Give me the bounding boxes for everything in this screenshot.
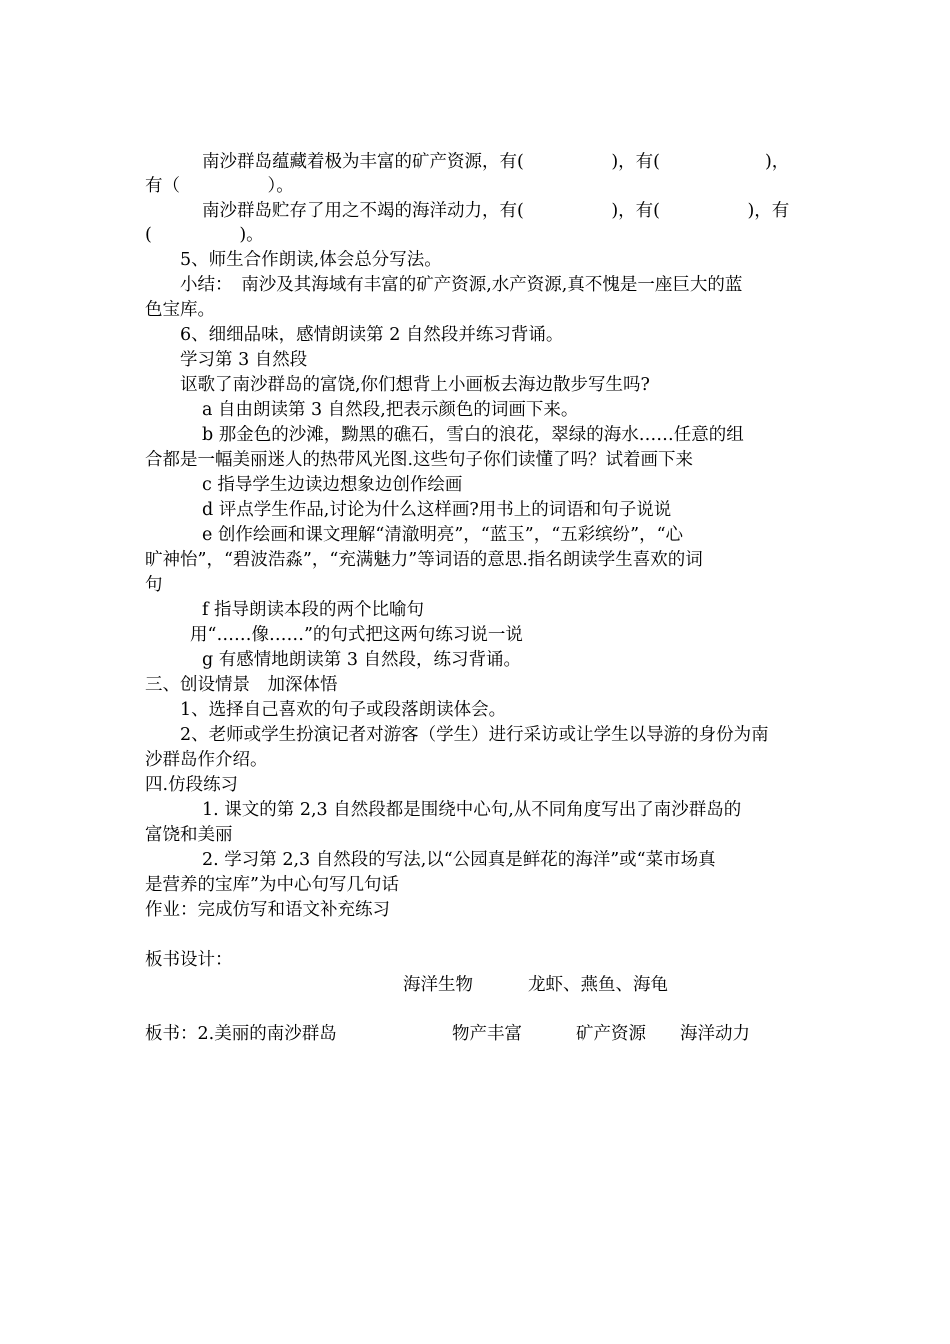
text-line: d 评点学生作品,讨论为什么这样画?用书上的词语和句子说说: [202, 500, 672, 520]
text-line: e 创作绘画和课文理解“清澈明亮”，“蓝玉”，“五彩缤纷”，“心: [202, 525, 684, 545]
board-cell-marine-life: 海洋生物: [403, 975, 473, 995]
text-line: 沙群岛作介绍。: [145, 750, 268, 770]
text-line: 南沙群岛蕴藏着极为丰富的矿产资源，有( )，有( )，: [202, 152, 790, 172]
text-line: 5、师生合作朗读,体会总分写法。: [180, 250, 442, 270]
text-line: f 指导朗读本段的两个比喻句: [202, 600, 425, 620]
text-line: 是营养的宝库”为中心句写几句话: [145, 875, 399, 895]
text-line: c 指导学生边读边想象边创作绘画: [202, 475, 463, 495]
text-line: 南沙群岛贮存了用之不竭的海洋动力，有( )，有( )，有: [202, 201, 790, 221]
text-line: 小结： 南沙及其海域有丰富的矿产资源,水产资源,真不愧是一座巨大的蓝: [180, 275, 743, 295]
text-line: ( )。: [145, 225, 264, 245]
text-line: 有（ ）。: [145, 176, 294, 196]
board-design-heading: 板书设计：: [145, 950, 233, 970]
text-line: b 那金色的沙滩，黝黑的礁石，雪白的浪花，翠绿的海水……任意的组: [202, 425, 744, 445]
text-line: 讴歌了南沙群岛的富饶,你们想背上小画板去海边散步写生吗?: [180, 375, 650, 395]
text-line: 1. 课文的第 2,3 自然段都是围绕中心句,从不同角度写出了南沙群岛的: [202, 800, 742, 820]
text-line: g 有感情地朗读第 3 自然段，练习背诵。: [202, 650, 522, 670]
text-line: 旷神怡”，“碧波浩淼”，“充满魅力”等词语的意思.指名朗读学生喜欢的词: [145, 550, 703, 570]
text-line: 2. 学习第 2,3 自然段的写法,以“公园真是鲜花的海洋”或“菜市场真: [202, 850, 716, 870]
homework-line: 作业：完成仿写和语文补充练习: [145, 900, 390, 920]
text-line: a 自由朗读第 3 自然段,把表示颜色的词画下来。: [202, 400, 579, 420]
text-line: 用“……像……”的句式把这两句练习说一说: [190, 625, 523, 645]
text-line: 合都是一幅美丽迷人的热带风光图.这些句子你们读懂了吗？试着画下来: [145, 450, 694, 470]
section-heading: 三、创设情景 加深体悟: [145, 675, 338, 695]
text-line: 6、细细品味，感情朗读第 2 自然段并练习背诵。: [180, 325, 564, 345]
text-line: 色宝库。: [145, 300, 215, 320]
text-line: 句: [145, 575, 163, 595]
board-cell-rich-products: 物产丰富: [452, 1024, 522, 1044]
text-line: 2、老师或学生扮演记者对游客（学生）进行采访或让学生以导游的身份为南: [180, 725, 769, 745]
board-cell-marine-examples: 龙虾、燕鱼、海龟: [528, 975, 668, 995]
board-title: 板书：2.美丽的南沙群岛: [145, 1024, 337, 1044]
board-cell-mineral-resources: 矿产资源: [576, 1024, 646, 1044]
text-line: 学习第 3 自然段: [180, 350, 308, 370]
section-heading: 四.仿段练习: [145, 775, 239, 795]
text-line: 1、选择自己喜欢的句子或段落朗读体会。: [180, 700, 507, 720]
board-cell-ocean-power: 海洋动力: [680, 1024, 750, 1044]
text-line: 富饶和美丽: [145, 825, 233, 845]
